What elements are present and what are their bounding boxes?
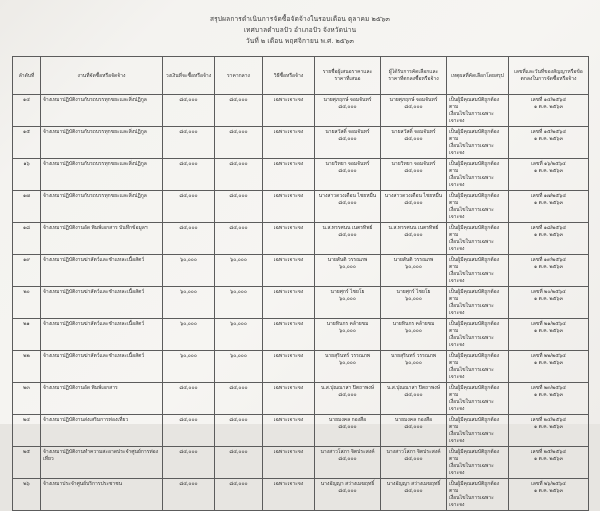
cell-row-number: ๑๕ (13, 127, 41, 159)
cell-bidder (315, 415, 381, 447)
cell-contract (509, 351, 589, 383)
selected-price: ๘๔,๐๐๐ (404, 424, 423, 430)
table-row (13, 479, 589, 511)
reason-line-1: เป็นผู้มีคุณสมบัติถูกต้องตาม (449, 417, 500, 430)
cell-bidder (315, 255, 381, 287)
reason-line-2: เงื่อนไขในการเฉพาะเจาะจง (449, 239, 494, 252)
cell-selected (381, 191, 447, 223)
selected-price: ๘๔,๐๐๐ (404, 136, 423, 142)
bidder-name: นายวิทยา จอมจันทร์ (325, 161, 370, 167)
bidder-price: ๖๐,๐๐๐ (339, 296, 356, 302)
reason-line-2: เงื่อนไขในการเฉพาะเจาะจง (449, 463, 494, 476)
table-row (13, 95, 589, 127)
contract-number: เลขที่ ๑๗/๒๕๖๔ (530, 193, 567, 199)
bidder-price: ๘๔,๐๐๐ (338, 456, 357, 462)
reason-line-1: เป็นผู้มีคุณสมบัติถูกต้องตาม (449, 97, 500, 110)
cell-selected (381, 383, 447, 415)
cell-method: เฉพาะเจาะจง (263, 447, 315, 479)
selected-name: นายศุกร์ ไชยโย (396, 289, 431, 295)
cell-job-description: จ้างเหมาปฏิบัติงานกับรถบรรทุกขยะและสิ่งปฏิกูล (41, 159, 163, 191)
selected-name: น.ส.ทรรศนน เนตรทิพย์ (388, 225, 439, 231)
reason-line-1: เป็นผู้มีคุณสมบัติถูกต้องตาม (449, 449, 500, 462)
cell-contract (509, 383, 589, 415)
cell-reason (447, 159, 509, 191)
header-method: วิธีซื้อหรือจ้าง (263, 57, 315, 95)
cell-contract (509, 447, 589, 479)
contract-number: เลขที่ ๒๔/๒๕๖๔ (530, 417, 567, 423)
cell-method: เฉพาะเจาะจง (263, 287, 315, 319)
cell-budget-amount: ๘๔,๐๐๐ (163, 415, 215, 447)
selected-name: นายศุภฤกษ์ จอมจันทร์ (389, 97, 438, 103)
cell-mid-price: ๘๔,๐๐๐ (215, 447, 263, 479)
bidder-name: น.ส.ทรรศนน เนตรทิพย์ (322, 225, 373, 231)
cell-row-number: ๑๘ (13, 223, 41, 255)
bidder-price: ๘๔,๐๐๐ (338, 392, 357, 398)
cell-reason (447, 127, 509, 159)
cell-budget-amount: ๘๔,๐๐๐ (163, 127, 215, 159)
selected-name: นางสาวดวงเดือน ไชยหมื่น (384, 193, 443, 199)
reason-line-2: เงื่อนไขในการเฉพาะเจาะจง (449, 111, 494, 124)
contract-number: เลขที่ ๒๐/๒๕๖๔ (531, 289, 566, 295)
cell-selected (381, 223, 447, 255)
bidder-name: นายมงคล กองสือ (328, 417, 367, 423)
cell-mid-price: ๘๔,๐๐๐ (215, 159, 263, 191)
reason-line-2: เงื่อนไขในการเฉพาะเจาะจง (449, 303, 494, 316)
cell-reason (447, 191, 509, 223)
contract-number: เลขที่ ๒๓/๒๕๖๔ (530, 385, 567, 391)
cell-method: เฉพาะเจาะจง (263, 191, 315, 223)
cell-bidder (315, 319, 381, 351)
cell-mid-price: ๖๐,๐๐๐ (215, 287, 263, 319)
selected-name: นายทินกร คล้ายขม (392, 321, 435, 327)
contract-date: ๑ ต.ค. ๒๕๖๓ (534, 264, 563, 270)
header-selected: ผู้ได้รับการคัดเลือกและราคาที่ตกลงซื้อหรือจ้าง (381, 57, 447, 95)
cell-job-description: จ้างเหมาปฏิบัติงานส่งเสริมการท่องเที่ยว (41, 415, 163, 447)
cell-reason (447, 319, 509, 351)
cell-bidder (315, 191, 381, 223)
reason-line-2: เงื่อนไขในการเฉพาะเจาะจง (449, 271, 494, 284)
selected-price: ๖๐,๐๐๐ (405, 296, 422, 302)
cell-reason (447, 223, 509, 255)
reason-line-1: เป็นผู้มีคุณสมบัติถูกต้องตาม (449, 481, 500, 494)
cell-mid-price: ๘๔,๐๐๐ (215, 127, 263, 159)
reason-line-2: เงื่อนไขในการเฉพาะเจาะจง (449, 143, 494, 156)
bidder-price: ๘๔,๐๐๐ (338, 104, 357, 110)
cell-mid-price: ๖๐,๐๐๐ (215, 351, 263, 383)
cell-selected (381, 287, 447, 319)
bidder-price: ๘๔,๐๐๐ (338, 232, 357, 238)
cell-job-description: จ้างเหมาปฏิบัติงานฆ่าสัตว์และชำแหละเนื้อสัตว์ (41, 319, 163, 351)
cell-budget-amount: ๖๐,๐๐๐ (163, 319, 215, 351)
cell-mid-price: ๖๐,๐๐๐ (215, 255, 263, 287)
bidder-name: นายสวัสดิ์ จอมจันทร์ (325, 129, 370, 135)
selected-price: ๖๐,๐๐๐ (405, 264, 422, 270)
cell-reason (447, 351, 509, 383)
cell-method: เฉพาะเจาะจง (263, 95, 315, 127)
table-row (13, 351, 589, 383)
table-row (13, 383, 589, 415)
cell-selected (381, 159, 447, 191)
contract-number: เลขที่ ๒๕/๒๕๖๔ (530, 449, 567, 455)
selected-name: นายวิทยา จอมจันทร์ (391, 161, 436, 167)
reason-line-1: เป็นผู้มีคุณสมบัติถูกต้องตาม (449, 385, 500, 398)
cell-budget-amount: ๖๐,๐๐๐ (163, 287, 215, 319)
header-contract: เลขที่และวันที่ของสัญญาหรือข้อตกลงในการจัดซื้อหรือจ้าง (509, 57, 589, 95)
contract-date: ๑ ต.ค. ๒๕๖๓ (534, 136, 563, 142)
table-row (13, 255, 589, 287)
selected-price: ๘๔,๐๐๐ (404, 392, 423, 398)
document-org: เทศบาลตำบลปัว อำเภอปัว จังหวัดน่าน (243, 27, 357, 34)
cell-row-number: ๒๔ (13, 415, 41, 447)
table-row (13, 223, 589, 255)
selected-name: นายสันติ วรรณภพ (393, 257, 434, 263)
cell-job-description: จ้างเหมาปฏิบัติงานอัด พิมพ์เอกสาร บันทึกข้อมูลฯ (41, 223, 163, 255)
cell-job-description: จ้างเหมาประจำศูนย์บริการประชาชน (41, 479, 163, 511)
cell-mid-price: ๘๔,๐๐๐ (215, 479, 263, 511)
cell-job-description: จ้างเหมาปฏิบัติงานกับรถบรรทุกขยะและสิ่งปฏิกูล (41, 127, 163, 159)
cell-bidder (315, 287, 381, 319)
cell-budget-amount: ๘๔,๐๐๐ (163, 223, 215, 255)
bidder-name: นายสุรินทร์ วรรณภพ (324, 353, 371, 359)
bidder-name: นายศุกร์ ไชยโย (330, 289, 365, 295)
reason-line-1: เป็นผู้มีคุณสมบัติถูกต้องตาม (449, 321, 500, 334)
cell-contract (509, 479, 589, 511)
cell-job-description: จ้างเหมาปฏิบัติงานอัด พิมพ์เอกสาร (41, 383, 163, 415)
cell-contract (509, 319, 589, 351)
cell-contract (509, 255, 589, 287)
cell-method: เฉพาะเจาะจง (263, 127, 315, 159)
reason-line-2: เงื่อนไขในการเฉพาะเจาะจง (449, 399, 494, 412)
bidder-name: นายสันติ วรรณภพ (327, 257, 368, 263)
cell-method: เฉพาะเจาะจง (263, 223, 315, 255)
cell-bidder (315, 479, 381, 511)
selected-name: นายมงคล กองสือ (394, 417, 433, 423)
contract-date: ๑ ต.ค. ๒๕๖๓ (534, 296, 563, 302)
header-no: ลำดับที่ (13, 57, 41, 95)
reason-line-1: เป็นผู้มีคุณสมบัติถูกต้องตาม (449, 193, 500, 206)
cell-contract (509, 415, 589, 447)
cell-reason (447, 287, 509, 319)
bidder-price: ๘๔,๐๐๐ (338, 424, 357, 430)
reason-line-1: เป็นผู้มีคุณสมบัติถูกต้องตาม (449, 161, 500, 174)
selected-name: นางอัญญา สว่างเมฆฤทธิ์ (386, 481, 441, 487)
cell-bidder (315, 383, 381, 415)
cell-selected (381, 255, 447, 287)
cell-bidder (315, 159, 381, 191)
contract-date: ๑ ต.ค. ๒๕๖๓ (534, 424, 563, 430)
cell-selected (381, 319, 447, 351)
selected-price: ๘๔,๐๐๐ (404, 456, 423, 462)
cell-budget-amount: ๘๔,๐๐๐ (163, 383, 215, 415)
cell-method: เฉพาะเจาะจง (263, 415, 315, 447)
cell-job-description: จ้างเหมาปฏิบัติงานฆ่าสัตว์และชำแหละเนื้อสัตว์ (41, 351, 163, 383)
header-reason: เหตุผลที่คัดเลือกโดยสรุป (447, 57, 509, 95)
cell-mid-price: ๖๐,๐๐๐ (215, 319, 263, 351)
cell-method: เฉพาะเจาะจง (263, 383, 315, 415)
reason-line-2: เงื่อนไขในการเฉพาะเจาะจง (449, 431, 494, 444)
header-job: งานที่จัดซื้อหรือจัดจ้าง (41, 57, 163, 95)
cell-contract (509, 191, 589, 223)
bidder-name: นายทินกร คล้ายขม (326, 321, 369, 327)
reason-line-2: เงื่อนไขในการเฉพาะเจาะจง (449, 495, 494, 508)
cell-reason (447, 255, 509, 287)
table-body (13, 95, 589, 511)
contract-number: เลขที่ ๒๑/๒๕๖๔ (531, 321, 566, 327)
contract-date: ๑ ต.ค. ๒๕๖๓ (534, 392, 563, 398)
cell-budget-amount: ๘๔,๐๐๐ (163, 191, 215, 223)
cell-method: เฉพาะเจาะจง (263, 255, 315, 287)
contract-number: เลขที่ ๒๖/๒๕๖๔ (531, 481, 566, 487)
bidder-price: ๘๔,๐๐๐ (338, 488, 357, 494)
reason-line-1: เป็นผู้มีคุณสมบัติถูกต้องตาม (449, 225, 500, 238)
cell-selected (381, 127, 447, 159)
bidder-name: น.ส.ปุณณาสา ปิตถาพงษ์ (320, 385, 375, 391)
table-row (13, 191, 589, 223)
selected-name: นางสาวโสภา จิตประสงค์ (386, 449, 441, 455)
cell-job-description: จ้างเหมาปฏิบัติงานฆ่าสัตว์และชำแหละเนื้อสัตว์ (41, 255, 163, 287)
cell-method: เฉพาะเจาะจง (263, 351, 315, 383)
contract-date: ๑ ต.ค. ๒๕๖๓ (534, 360, 563, 366)
cell-selected (381, 447, 447, 479)
cell-mid-price: ๘๔,๐๐๐ (215, 415, 263, 447)
cell-reason (447, 95, 509, 127)
contract-number: เลขที่ ๑๔/๒๕๖๔ (530, 97, 567, 103)
contract-date: ๑ ต.ค. ๒๕๖๓ (534, 328, 563, 334)
bidder-name: นางสาวดวงเดือน ไชยหมื่น (318, 193, 377, 199)
selected-price: ๘๔,๐๐๐ (404, 104, 423, 110)
reason-line-1: เป็นผู้มีคุณสมบัติถูกต้องตาม (449, 353, 500, 366)
reason-line-2: เงื่อนไขในการเฉพาะเจาะจง (449, 367, 494, 380)
cell-selected (381, 479, 447, 511)
contract-date: ๑ ต.ค. ๒๕๖๓ (534, 200, 563, 206)
selected-price: ๘๔,๐๐๐ (404, 232, 423, 238)
cell-contract (509, 95, 589, 127)
cell-budget-amount: ๘๔,๐๐๐ (163, 159, 215, 191)
cell-mid-price: ๘๔,๐๐๐ (215, 191, 263, 223)
selected-price: ๘๔,๐๐๐ (404, 488, 423, 494)
reason-line-2: เงื่อนไขในการเฉพาะเจาะจง (449, 175, 494, 188)
header-budget: วงเงินที่จะซื้อหรือจ้าง (163, 57, 215, 95)
bidder-name: นายศุภฤกษ์ จอมจันทร์ (323, 97, 372, 103)
cell-contract (509, 159, 589, 191)
selected-price: ๖๐,๐๐๐ (405, 360, 422, 366)
cell-row-number: ๒๓ (13, 383, 41, 415)
contract-date: ๑ ต.ค. ๒๕๖๓ (534, 104, 563, 110)
cell-row-number: ๒๑ (13, 319, 41, 351)
reason-line-1: เป็นผู้มีคุณสมบัติถูกต้องตาม (449, 289, 500, 302)
cell-selected (381, 415, 447, 447)
contract-number: เลขที่ ๒๒/๒๕๖๔ (531, 353, 566, 359)
contract-date: ๑ ต.ค. ๒๕๖๓ (534, 488, 563, 494)
table-row (13, 287, 589, 319)
table-row (13, 415, 589, 447)
cell-job-description: จ้างเหมาปฏิบัติงานทำความสะอาดประจำศูนย์การท่องเที่ยว (41, 447, 163, 479)
reason-line-2: เงื่อนไขในการเฉพาะเจาะจง (449, 207, 494, 220)
table-row (13, 447, 589, 479)
cell-bidder (315, 447, 381, 479)
table-row (13, 159, 589, 191)
cell-bidder (315, 351, 381, 383)
bidder-price: ๘๔,๐๐๐ (338, 168, 357, 174)
cell-row-number: ๒๒ (13, 351, 41, 383)
header-bidders: รายชื่อผู้เสนอราคาและราคาที่เสนอ (315, 57, 381, 95)
contract-number: เลขที่ ๑๙/๒๕๖๔ (530, 257, 567, 263)
cell-bidder (315, 127, 381, 159)
selected-name: นายสวัสดิ์ จอมจันทร์ (391, 129, 436, 135)
cell-method: เฉพาะเจาะจง (263, 319, 315, 351)
contract-number: เลขที่ ๑๕/๒๕๖๔ (530, 129, 567, 135)
bidder-price: ๖๐,๐๐๐ (339, 360, 356, 366)
cell-mid-price: ๘๔,๐๐๐ (215, 95, 263, 127)
cell-reason (447, 447, 509, 479)
cell-job-description: จ้างเหมาปฏิบัติงานฆ่าสัตว์และชำแหละเนื้อสัตว์ (41, 287, 163, 319)
cell-budget-amount: ๖๐,๐๐๐ (163, 351, 215, 383)
selected-name: น.ส.ปุณณาสา ปิตถาพงษ์ (386, 385, 441, 391)
reason-line-2: เงื่อนไขในการเฉพาะเจาะจง (449, 335, 494, 348)
cell-contract (509, 287, 589, 319)
cell-row-number: ๑๙ (13, 255, 41, 287)
bidder-name: นางอัญญา สว่างเมฆฤทธิ์ (320, 481, 375, 487)
cell-budget-amount: ๘๔,๐๐๐ (163, 479, 215, 511)
cell-contract (509, 127, 589, 159)
cell-row-number: ๑๔ (13, 95, 41, 127)
cell-reason (447, 383, 509, 415)
header-mid-price: ราคากลาง (215, 57, 263, 95)
cell-reason (447, 479, 509, 511)
cell-row-number: ๑๗ (13, 191, 41, 223)
contract-number: เลขที่ ๑๘/๒๕๖๔ (530, 225, 567, 231)
cell-mid-price: ๘๔,๐๐๐ (215, 383, 263, 415)
selected-price: ๘๔,๐๐๐ (404, 168, 423, 174)
cell-job-description: จ้างเหมาปฏิบัติงานกับรถบรรทุกขยะและสิ่งปฏิกูล (41, 191, 163, 223)
reason-line-1: เป็นผู้มีคุณสมบัติถูกต้องตาม (449, 257, 500, 270)
procurement-summary-table (12, 56, 589, 511)
cell-budget-amount: ๖๐,๐๐๐ (163, 255, 215, 287)
selected-price: ๘๔,๐๐๐ (404, 200, 423, 206)
document-date: วันที่ ๒ เดือน พฤศจิกายน พ.ศ. ๒๕๖๓ (245, 38, 355, 45)
table-header-row (13, 57, 589, 95)
document-title: สรุปผลการดำเนินการจัดซื้อจัดจ้างในรอบเดือน ตุลาคม ๒๕๖๓ (209, 16, 391, 23)
cell-method: เฉพาะเจาะจง (263, 159, 315, 191)
bidder-price: ๖๐,๐๐๐ (339, 264, 356, 270)
cell-bidder (315, 223, 381, 255)
selected-name: นายสุรินทร์ วรรณภพ (390, 353, 437, 359)
cell-selected (381, 95, 447, 127)
cell-job-description: จ้างเหมาปฏิบัติงานกับรถบรรทุกขยะและสิ่งปฏิกูล (41, 95, 163, 127)
cell-bidder (315, 95, 381, 127)
reason-line-1: เป็นผู้มีคุณสมบัติถูกต้องตาม (449, 129, 500, 142)
cell-row-number: ๑๖ (13, 159, 41, 191)
bidder-name: นางสาวโสภา จิตประสงค์ (320, 449, 375, 455)
cell-selected (381, 351, 447, 383)
table-row (13, 319, 589, 351)
document-header (0, 14, 600, 47)
contract-date: ๑ ต.ค. ๒๕๖๓ (534, 232, 563, 238)
contract-date: ๑ ต.ค. ๒๕๖๓ (534, 456, 563, 462)
bidder-price: ๘๔,๐๐๐ (338, 200, 357, 206)
table-row (13, 127, 589, 159)
cell-contract (509, 223, 589, 255)
cell-row-number: ๒๐ (13, 287, 41, 319)
cell-row-number: ๒๖ (13, 479, 41, 511)
cell-row-number: ๒๕ (13, 447, 41, 479)
contract-date: ๑ ต.ค. ๒๕๖๓ (534, 168, 563, 174)
bidder-price: ๘๔,๐๐๐ (338, 136, 357, 142)
cell-budget-amount: ๘๔,๐๐๐ (163, 95, 215, 127)
cell-budget-amount: ๘๔,๐๐๐ (163, 447, 215, 479)
cell-reason (447, 415, 509, 447)
cell-mid-price: ๘๔,๐๐๐ (215, 223, 263, 255)
cell-method: เฉพาะเจาะจง (263, 479, 315, 511)
bidder-price: ๖๐,๐๐๐ (339, 328, 356, 334)
selected-price: ๖๐,๐๐๐ (405, 328, 422, 334)
contract-number: เลขที่ ๑๖/๒๕๖๔ (531, 161, 566, 167)
